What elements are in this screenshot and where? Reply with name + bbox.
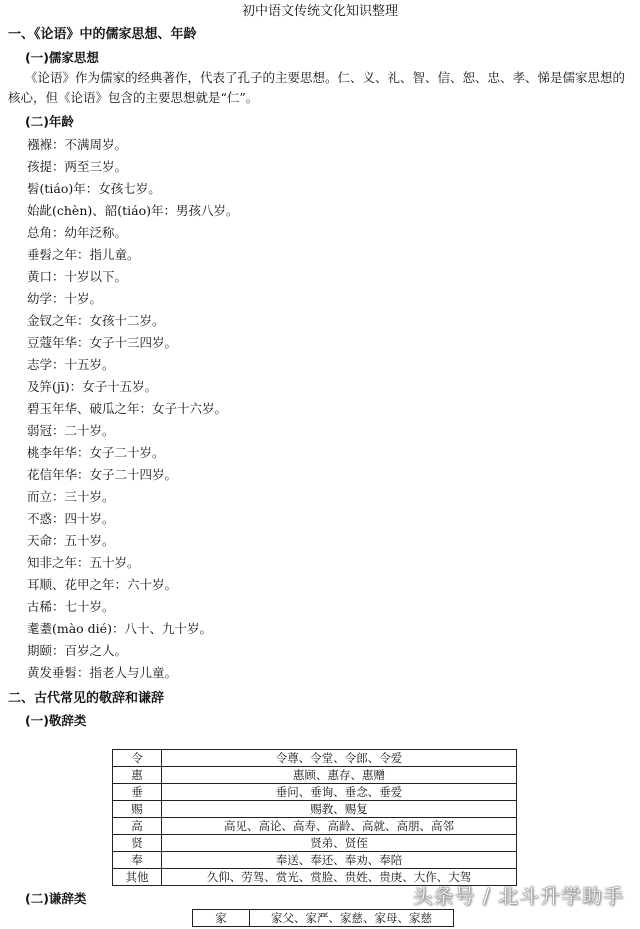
term-value: 贤弟、贤侄 [162, 835, 517, 852]
age-item: 而立：三十岁。 [27, 489, 115, 504]
age-item: 知非之年：五十岁。 [27, 555, 140, 570]
term-key: 高 [113, 818, 162, 835]
term-key: 赐 [113, 801, 162, 818]
age-item: 幼学：十岁。 [27, 291, 103, 306]
term-value: 家父、家严、家慈、家母、家慈 [250, 910, 454, 927]
term-key: 家 [193, 910, 250, 927]
age-item: 及笄(jī)：女子十五岁。 [27, 379, 158, 394]
term-value: 惠顾、惠存、惠赠 [162, 767, 517, 784]
age-item: 襁褓：不满周岁。 [27, 137, 128, 152]
table-row [113, 835, 517, 852]
term-value: 高见、高论、高寿、高龄、高就、高朋、高邻 [162, 818, 517, 835]
age-item: 黄发垂髫：指老人与儿童。 [27, 665, 178, 680]
age-item: 天命：五十岁。 [27, 533, 115, 548]
age-item: 期颐：百岁之人。 [27, 643, 128, 658]
table-row [113, 801, 517, 818]
age-item: 黄口：十岁以下。 [27, 269, 128, 284]
term-key: 垂 [113, 784, 162, 801]
age-heading: (二)年龄 [25, 114, 74, 129]
age-item: 志学：十五岁。 [27, 357, 115, 372]
age-item: 总角：幼年泛称。 [27, 225, 128, 240]
table-row [113, 750, 517, 767]
age-item: 金钗之年：女孩十二岁。 [27, 313, 165, 328]
age-item: 垂髫之年：指儿童。 [27, 247, 140, 262]
term-value: 令尊、令堂、令郎、令爱 [162, 750, 517, 767]
age-item: 桃李年华：女子二十岁。 [27, 445, 165, 460]
age-item: 古稀：七十岁。 [27, 599, 115, 614]
term-key: 惠 [113, 767, 162, 784]
confucian-thought-heading: (一)儒家思想 [25, 50, 99, 65]
respect-terms-table [112, 749, 517, 886]
section2-heading: 二、古代常见的敬辞和谦辞 [8, 691, 165, 706]
table-row [113, 784, 517, 801]
page-title: 初中语文传统文化知识整理 [241, 4, 398, 19]
age-item: 耳顺、花甲之年：六十岁。 [27, 577, 178, 592]
humble-terms-heading: (二)谦辞类 [25, 891, 87, 906]
term-key: 贤 [113, 835, 162, 852]
age-item: 髫(tiáo)年：女孩七岁。 [27, 181, 161, 196]
age-item: 豆蔻年华：女子十三四岁。 [27, 335, 178, 350]
confucian-thought-text: 《论语》作为儒家的经典著作，代表了孔子的主要思想。仁、义、礼、智、信、恕、忠、孝、悌是儒家思想的核心，但《论语》包含的主要思想就是“仁”。 [8, 70, 626, 105]
age-item: 孩提：两至三岁。 [27, 159, 128, 174]
table-row [113, 852, 517, 869]
term-key: 其他 [113, 869, 162, 886]
age-item: 碧玉年华、破瓜之年：女子十六岁。 [27, 401, 228, 416]
term-value: 奉送、奉还、奉劝、奉陪 [162, 852, 517, 869]
age-item: 弱冠：二十岁。 [27, 423, 115, 438]
age-item: 花信年华：女子二十四岁。 [27, 467, 178, 482]
table-row [113, 767, 517, 784]
table-row [113, 818, 517, 835]
section1-heading: 一、《论语》中的儒家思想、年龄 [8, 27, 197, 42]
watermark: 头条号 / 北斗升学助手 [412, 884, 624, 908]
age-item: 不惑：四十岁。 [27, 511, 115, 526]
term-value: 垂问、垂询、垂念、垂爱 [162, 784, 517, 801]
respect-terms-heading: (一)敬辞类 [25, 713, 87, 728]
table-row [193, 910, 454, 927]
age-item: 始龀(chèn)、韶(tiáo)年：男孩八岁。 [27, 203, 239, 218]
term-value: 久仰、劳驾、赏光、赏脸、贵姓、贵庚、大作、大驾 [162, 869, 517, 886]
term-value: 赐教、赐复 [162, 801, 517, 818]
humble-terms-table [192, 909, 454, 927]
age-list [0, 134, 640, 684]
term-key: 奉 [113, 852, 162, 869]
age-item: 耄耋(mào dié)：八十、九十岁。 [27, 621, 212, 636]
term-key: 令 [113, 750, 162, 767]
